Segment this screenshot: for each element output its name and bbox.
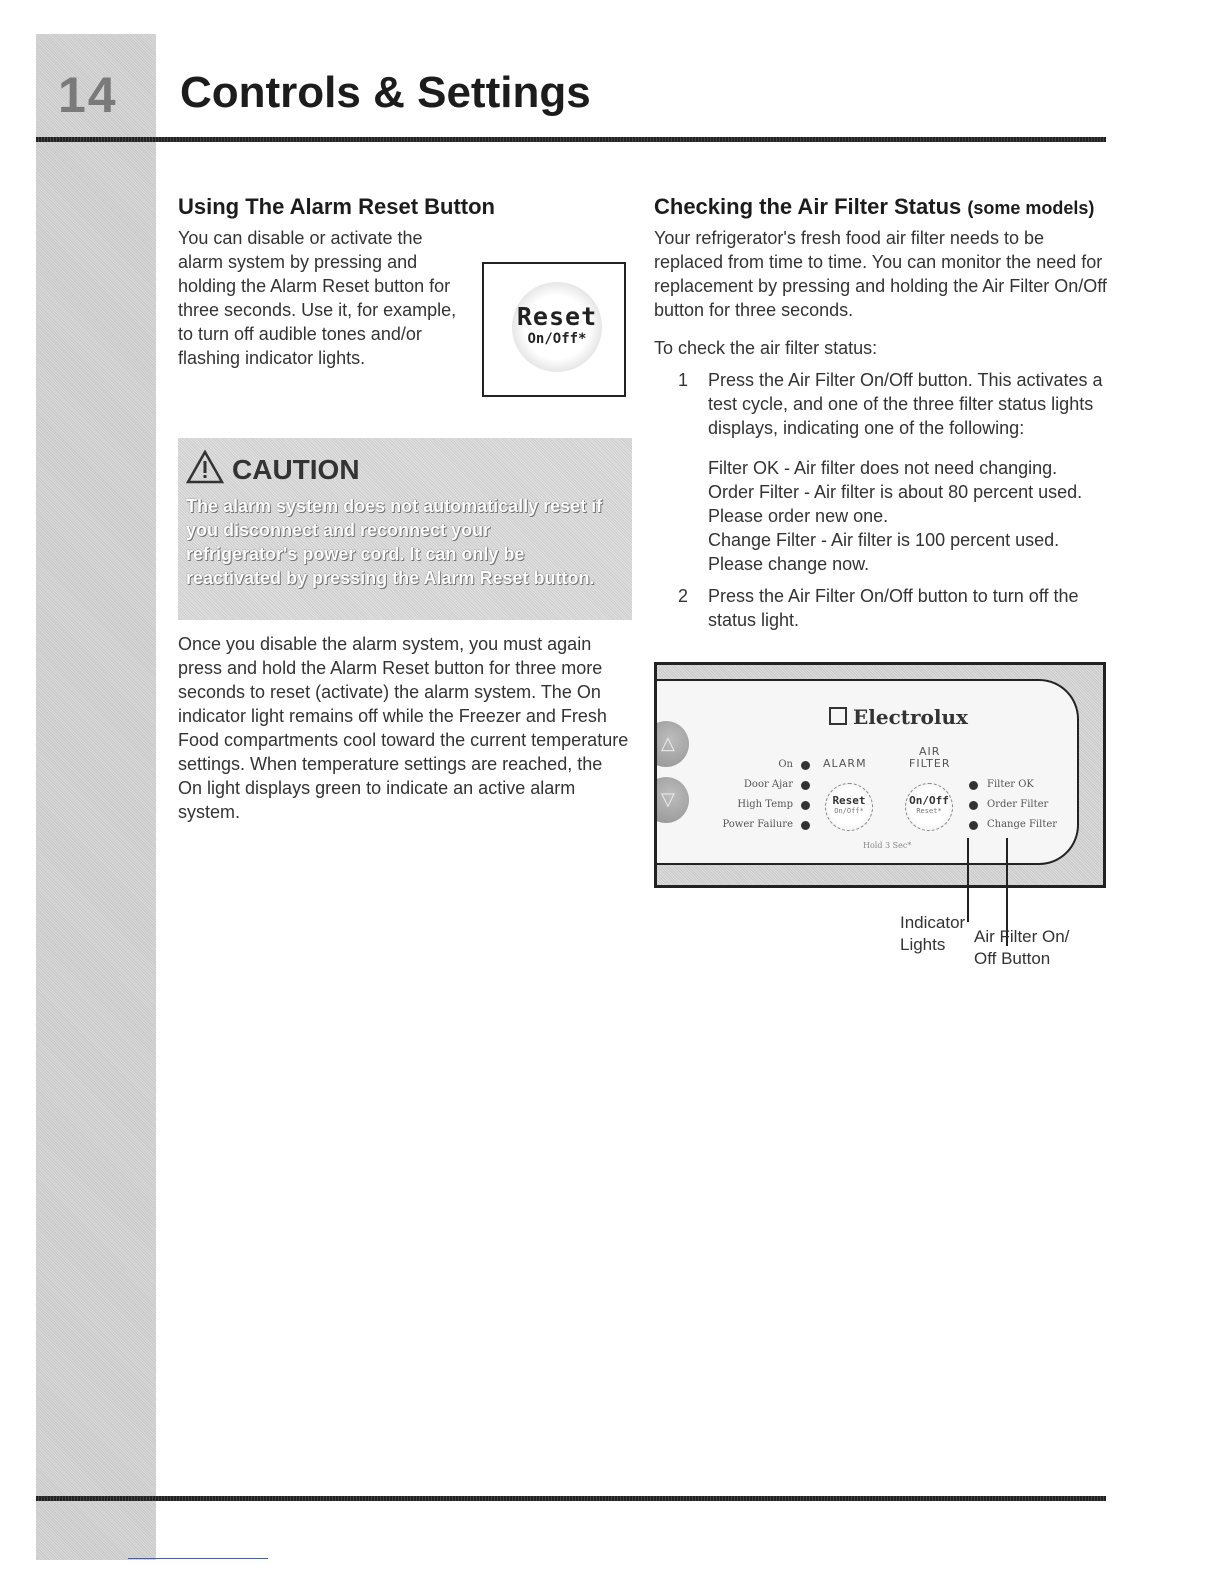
caution-header	[186, 450, 360, 489]
air-filter-heading-suffix: (some models)	[967, 198, 1095, 218]
footer-rule	[36, 1496, 1106, 1501]
air-filter-intro: Your refrigerator's fresh food air filter needs to be replaced from time to time. You can monitor the need for replacement by pressing and holding the Air Filter On/Off button for three seconds.	[654, 228, 1107, 320]
footer-link-underline	[128, 1558, 268, 1559]
panel-filter-label: On/Off	[909, 794, 949, 807]
triangle-up-icon: △	[661, 733, 675, 753]
page-title: Controls & Settings	[180, 68, 591, 117]
status-change-filter: Change Filter - Air filter is 100 percent used. Please change now.	[708, 530, 1060, 574]
control-panel-figure	[654, 662, 1106, 968]
indicator-light	[969, 821, 978, 830]
indicator-light	[801, 781, 810, 790]
panel-reset-button	[825, 783, 873, 831]
brand-name: Electrolux	[853, 705, 968, 729]
reset-button-figure	[482, 262, 626, 397]
caution-text: The alarm system does not automatically reset if you disconnect and reconnect your refrigerator's power cord. It can only be reactivated by pressing the Alarm Reset button.	[186, 496, 603, 588]
light-label-door-ajar: Door Ajar	[743, 779, 793, 790]
brand-logo	[829, 705, 968, 729]
hold-note: Hold 3 Sec*	[863, 841, 912, 850]
list-item	[654, 584, 1110, 632]
temp-up-button	[654, 721, 689, 767]
step-number: 1	[678, 370, 689, 390]
alarm-body-text: Once you disable the alarm system, you must again press and hold the Alarm Reset button for three more seconds to reset (activate) the alarm system. The On indicator light remains off while the Freezer and Fresh Food compartments cool toward the current temperature settings. When temperature settings are reached, the On light displays green to indicate an active alarm system.	[178, 634, 629, 822]
panel-reset-label: Reset	[832, 794, 866, 807]
indicator-light	[801, 761, 810, 770]
light-label-power-failure: Power Failure	[722, 819, 793, 830]
indicator-light	[801, 801, 810, 810]
light-label-filter-ok: Filter OK	[987, 779, 1034, 790]
triangle-down-icon: ▽	[661, 789, 675, 809]
reset-button-sublabel: On/Off*	[527, 331, 587, 347]
air-filter-heading-main: Checking the Air Filter Status	[654, 194, 962, 219]
caution-title: CAUTION	[232, 453, 360, 485]
panel-filter-sublabel: Reset*	[916, 807, 942, 815]
status-filter-ok: Filter OK - Air filter does not need changing.	[708, 458, 1058, 478]
alarm-intro-text: You can disable or activate the alarm system by pressing and holding the Alarm Reset button for three seconds. Use it, for example, to turn off audible tones and/or flashing indicator lights.	[178, 228, 457, 368]
indicator-light	[801, 821, 810, 830]
page-number: 14	[58, 67, 118, 123]
left-column	[178, 194, 630, 824]
panel-reset-sublabel: On/Off*	[834, 807, 864, 815]
caution-box	[178, 438, 632, 620]
steps-list	[654, 368, 1110, 632]
control-panel-face	[657, 679, 1079, 865]
warning-triangle-icon	[186, 450, 224, 489]
light-label-high-temp: High Temp	[737, 799, 793, 810]
alarm-header: ALARM	[823, 757, 867, 770]
list-item	[654, 368, 1110, 576]
air-filter-lead: To check the air filter status:	[654, 338, 878, 358]
step-text: Press the Air Filter On/Off button. This activates a test cycle, and one of the three filter status lights displays, indicating one of the following:	[708, 370, 1103, 438]
alarm-reset-heading: Using The Alarm Reset Button	[178, 194, 495, 219]
indicator-light	[969, 801, 978, 810]
light-label-on: On	[778, 759, 793, 770]
temp-down-button	[654, 777, 689, 823]
indicator-callout-line	[967, 838, 969, 922]
filter-button-callout: Air Filter On/ Off Button	[974, 927, 1070, 968]
air-filter-heading	[654, 194, 1110, 220]
alarm-intro-block	[178, 226, 630, 426]
right-column	[654, 194, 1110, 632]
header-rule	[36, 137, 1106, 142]
light-label-order-filter: Order Filter	[987, 799, 1049, 810]
reset-button-label: Reset	[516, 302, 598, 331]
reset-button-illustration	[512, 282, 602, 372]
step-text: Press the Air Filter On/Off button to turn off the status light.	[708, 586, 1079, 630]
filter-header: FILTER	[909, 757, 951, 770]
status-order-filter: Order Filter - Air filter is about 80 percent used. Please order new one.	[708, 482, 1083, 526]
side-margin-bar	[36, 34, 156, 1560]
indicator-lights-callout: Indicator Lights	[900, 913, 966, 954]
panel-filter-button	[905, 783, 953, 831]
air-header: AIR	[919, 745, 941, 758]
light-label-change-filter: Change Filter	[987, 819, 1058, 830]
indicator-light	[969, 781, 978, 790]
filter-status-list	[708, 456, 1110, 576]
control-panel-frame	[654, 662, 1106, 888]
step-number: 2	[678, 586, 689, 606]
electrolux-logo-icon	[829, 707, 847, 725]
